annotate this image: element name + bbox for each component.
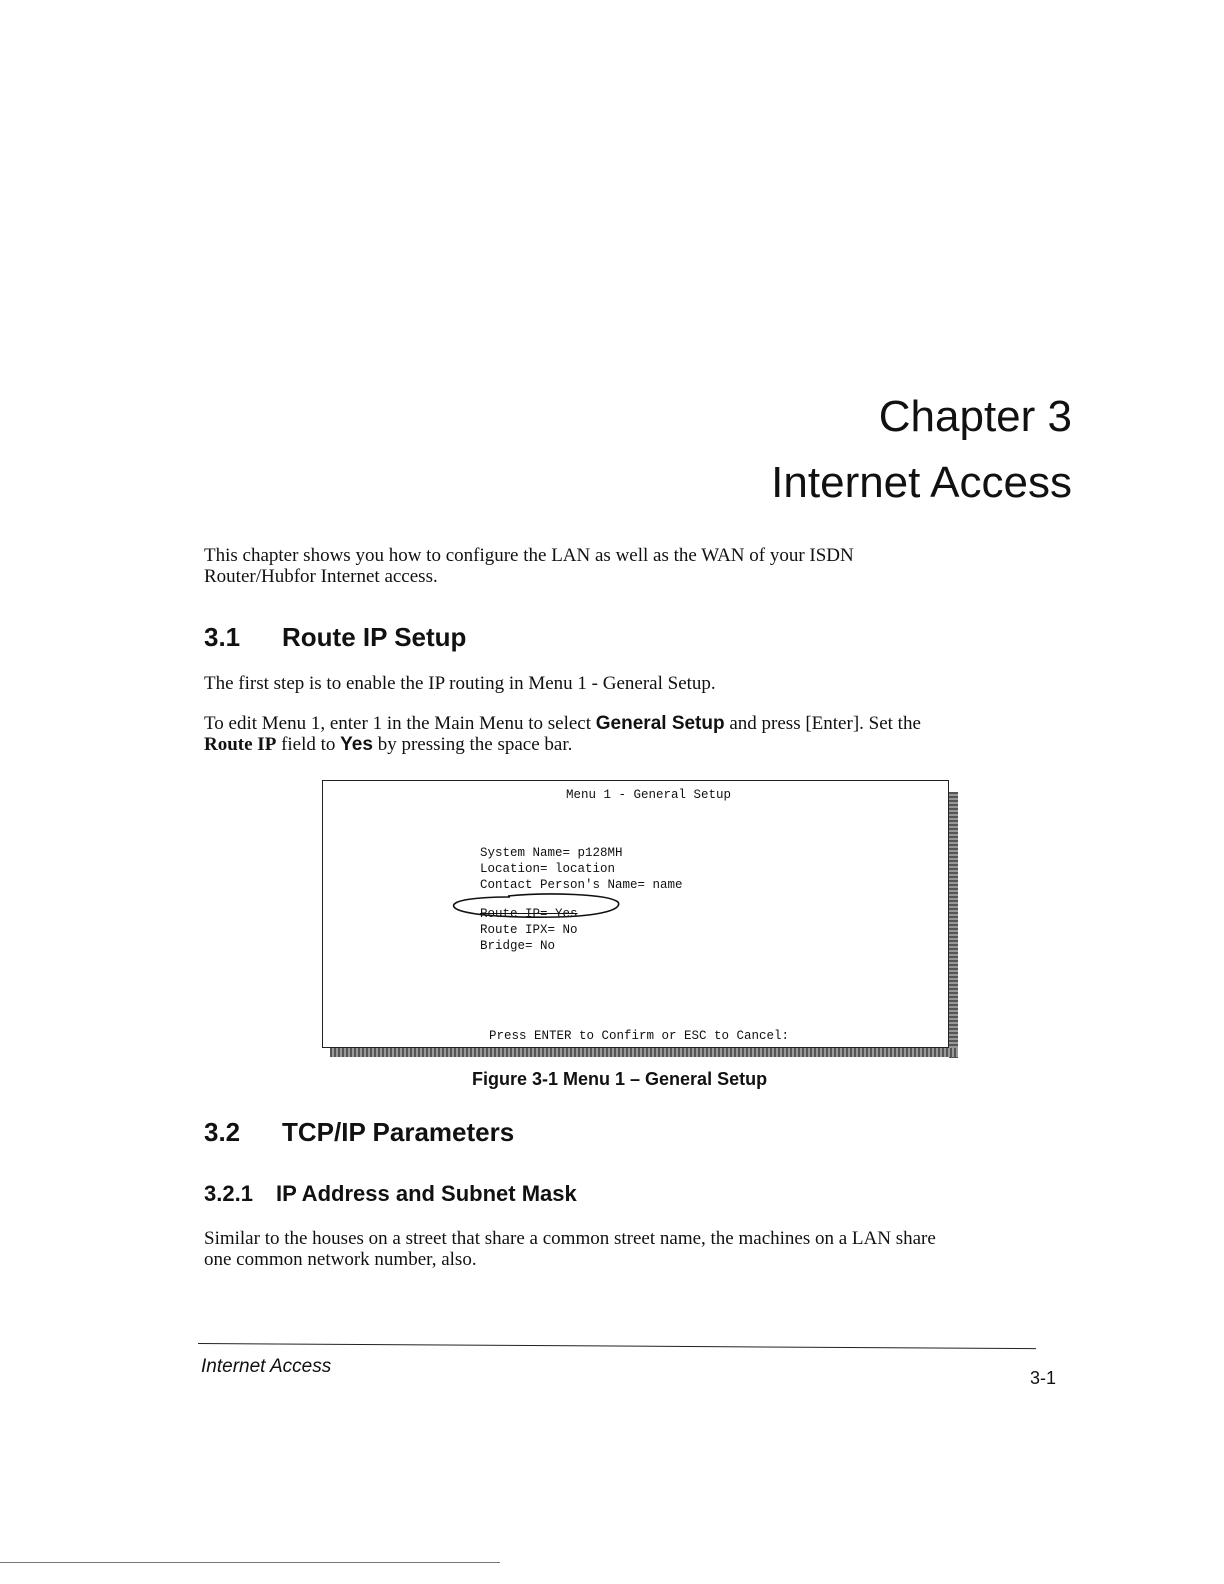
section-title: Route IP Setup [282, 622, 467, 652]
para-line-1: Similar to the houses on a street that share a common street name, the machines on a LAN share [204, 1228, 936, 1249]
para-2-line-2 [204, 734, 1064, 755]
para-line-2: one common network number, also. [204, 1249, 477, 1270]
section-number: 3.1 [204, 622, 241, 652]
figure-caption: Figure 3-1 Menu 1 – General Setup [472, 1069, 768, 1089]
terminal-line-bridge: Bridge= No [480, 939, 556, 953]
scan-artifact-line [0, 1562, 500, 1563]
section-title: IP Address and Subnet Mask [276, 1181, 577, 1206]
route-ip-term: Route IP [204, 734, 277, 755]
footer-rule [198, 1343, 1036, 1349]
section-title: TCP/IP Parameters [282, 1117, 515, 1147]
terminal-line-location: Location= location [480, 862, 616, 876]
para-text: To edit Menu 1, enter 1 in the Main Menu to select [204, 713, 596, 734]
chapter-title: Internet Access [771, 458, 1072, 507]
terminal-screen [322, 780, 949, 1048]
terminal-line-route-ip: Route IP= Yes [480, 907, 578, 921]
section-number: 3.2.1 [204, 1181, 253, 1206]
route-ip-highlight-ellipse [448, 888, 628, 928]
para-text: field to [276, 734, 341, 755]
terminal-title: Menu 1 - General Setup [566, 788, 732, 802]
intro-line-2: Router/Hubfor Internet access. [204, 566, 438, 587]
yes-term: Yes [340, 734, 373, 755]
section-3-2-1-heading [204, 1181, 577, 1207]
terminal-footer: Press ENTER to Confirm or ESC to Cancel: [489, 1029, 790, 1043]
section-3-1-para-2 [204, 713, 1064, 755]
section-3-2-heading [204, 1117, 514, 1148]
figure-shadow-bottom [330, 1048, 958, 1057]
para-text: and press [Enter]. Set the [724, 713, 921, 734]
general-setup-term: General Setup [595, 713, 725, 734]
figure-shadow-right [949, 792, 958, 1058]
terminal-line-system-name: System Name= p128MH [480, 846, 623, 860]
para-text: by pressing the space bar. [372, 734, 573, 755]
intro-line-1: This chapter shows you how to configure the LAN as well as the WAN of your ISDN [204, 545, 854, 566]
section-3-1-para-1: The first step is to enable the IP routing in Menu 1 - General Setup. [204, 673, 716, 694]
intro-paragraph [204, 545, 1064, 587]
chapter-number: Chapter 3 [878, 392, 1072, 441]
section-number: 3.2 [204, 1117, 241, 1147]
terminal-line-contact: Contact Person's Name= name [480, 878, 683, 892]
footer-chapter-name: Internet Access [201, 1356, 332, 1377]
para-2-line-1 [204, 713, 1064, 734]
footer-page-number: 3-1 [1030, 1368, 1057, 1388]
section-3-1-heading [204, 622, 466, 653]
section-3-2-1-paragraph [204, 1228, 1064, 1270]
terminal-line-route-ipx: Route IPX= No [480, 923, 578, 937]
